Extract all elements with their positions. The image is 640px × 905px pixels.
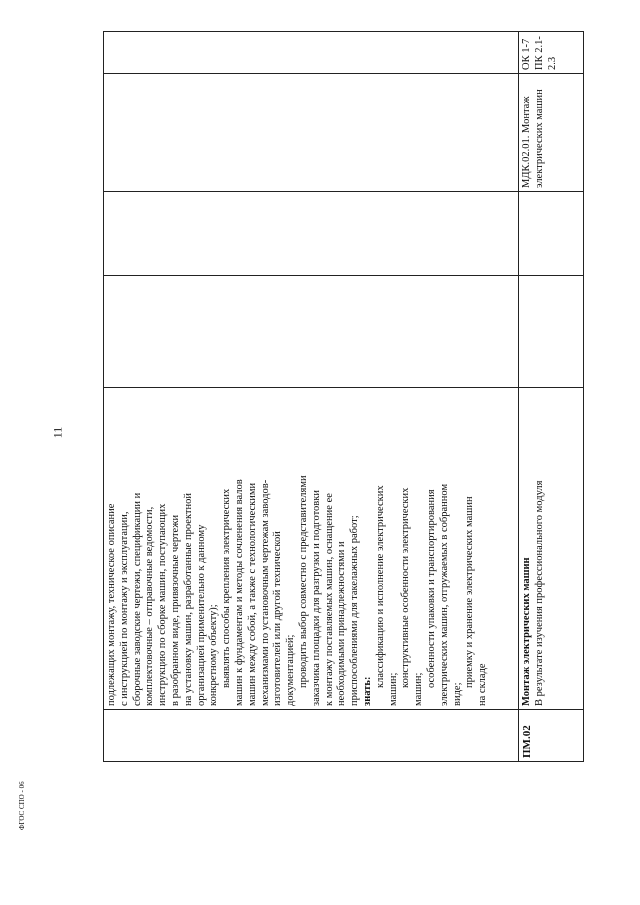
hours2-cell-empty [104,192,519,276]
module-code-cell [519,710,584,762]
content-line: конкретному объекту); [208,604,220,706]
mdk-cell [519,74,584,192]
content-line: виде; [451,682,463,706]
content-line: необходимыми принадлежностями и [336,541,348,706]
competency-cell [519,32,584,74]
code-cell-empty [104,710,519,762]
rotated-table-area [103,32,583,762]
content-line: приспособлениями для такелажных работ; [349,515,361,706]
content-line: конструктивные особенности электрических [400,487,412,688]
module-title: Монтаж электрических машин [521,557,532,706]
content-line: документацией; [285,634,297,706]
content-line: проводить выбор совместно с представителями [297,475,309,688]
mdk-label: МДК.02.01. Монтаж электрических машин [521,89,545,188]
content-line: приемку и хранение электрических машин [464,496,476,688]
hours-cell [519,276,584,388]
module-title-cell [519,388,584,710]
content-line: особенности упаковки и транспортирования [425,489,437,688]
table-row [104,32,519,762]
content-line: инструкцию по сборке машин, поступающих [157,503,169,706]
content-line: машин между собой, а также с технологическими [246,482,258,706]
content-line: на складе [477,663,489,706]
competency-cell-empty [104,32,519,74]
page-number: 11 [50,426,65,439]
program-table [103,31,584,762]
content-line: машин; [413,672,425,706]
competency-ok: ОК 1-7 [521,38,532,70]
content-line: механизмами по установочным чертежам заводов- [259,479,271,706]
content-line: выявлять способы крепления электрических [221,488,233,688]
competency-pk: ПК 2.1-2.3 [533,36,558,70]
content-line: к монтажу поставляемых машин, оснащение ее [323,493,335,706]
hours2-cell [519,192,584,276]
footer-label: ФГОС СПО - 06 [18,781,26,830]
module-code: ПМ.02 [521,725,533,758]
mdk-cell-empty [104,74,519,192]
content-line: знать: [361,676,373,706]
content-line: изготовителей или другой технической [272,531,284,706]
content-line: комплектовочные – отправочные ведомости, [144,506,156,706]
hours-cell-empty [104,276,519,388]
table-row [519,32,584,762]
content-line: классификацию и исполнение электрических [374,485,386,688]
module-subtitle: В результате изучения профессионального модуля [533,480,545,706]
content-line: заказчика площадки для разгрузки и подготовки [310,490,322,706]
content-line: машин; [387,672,399,706]
skills-knowledge-cell [104,388,519,710]
content-line: организацией применительно к данному [195,524,207,706]
content-line: электрических машин, отгружаемых в собранном [438,483,450,706]
content-line: в разобранном виде, привязочные чертежи [169,514,181,706]
content-line: сборочные заводские чертежи, спецификации и [131,492,143,706]
content-line: машин к фундаментам и методы сочленения валов [233,479,245,706]
content-line: на установку машин, разработанные проектной [182,493,194,706]
content-line: с инструкцией по монтажу и эксплуатации, [118,511,130,706]
content-line: подлежащих монтажу, техническое описание [106,503,117,706]
